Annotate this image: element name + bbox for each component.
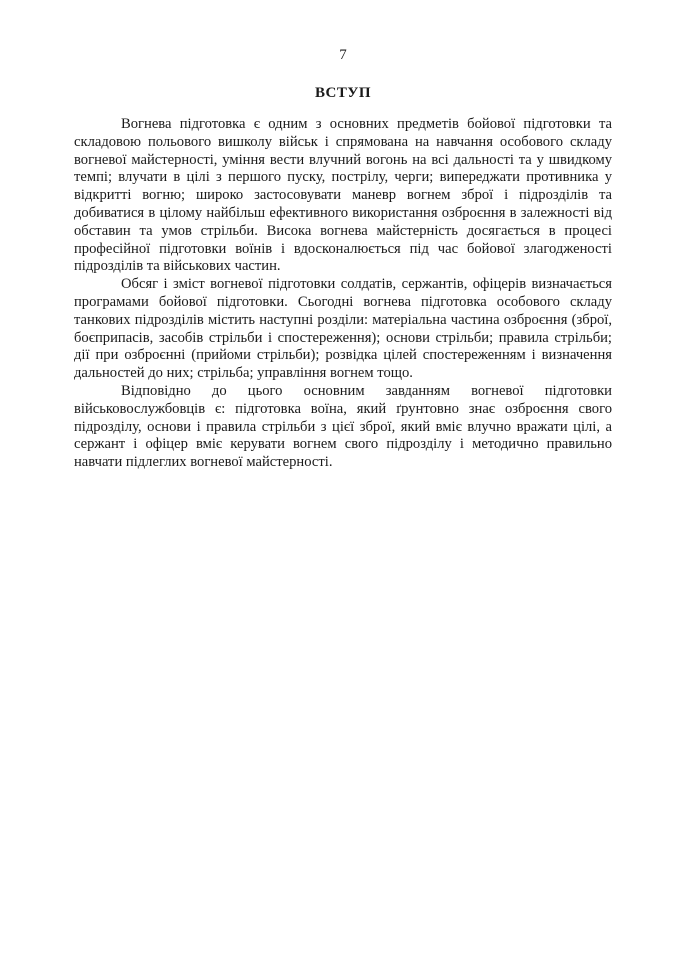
- section-heading: ВСТУП: [314, 85, 372, 101]
- paragraph: Відповідно до цього основним завданням вогневої підготовки військовослужбовців є: підготовка воїна, який ґрунтовно знає озброєння свого підрозділу, основи і правила стрільби з цієї зброї, який вміє влучно вражати цілі, а сержант і офіцер вміє керувати вогнем свого підрозділу і методично правильно навчати підлеглих вогневої майстерності.: [74, 382, 612, 471]
- paragraph: Обсяг і зміст вогневої підготовки солдатів, сержантів, офіцерів визначається програмами бойової підготовки. Сьогодні вогнева підготовка особового складу танкових підрозділів містить наступні розділи: матеріальна частина озброєння (зброї, боєприпасів, засобів стрільби і спостереження); основи стрільби; правила стрільби; дії при озброєнні (прийоми стрільби); розвідка цілей спостереженням і визначення дальностей до них; стрільба; управління вогнем тощо.: [74, 276, 612, 382]
- body-text: [74, 116, 612, 472]
- paragraph: Вогнева підготовка є одним з основних предметів бойової підготовки та складовою польового вишколу військ і спрямована на навчання особового складу вогневої майстерності, уміння вести влучний вогонь на всі дальності та у швидкому темпі; влучати в цілі з першого пуску, пострілу, черги; випереджати противника у відкритті вогню; широко застосовувати маневр вогнем зброї і підрозділів та добиватися в цілому найбільш ефективного використання озброєння в залежності від обставин та умов стрільби. Висока вогнева майстерність досягається в процесі професійної підготовки воїнів і вдосконалюється під час бойової злагодженості підрозділів та військових частин.: [74, 116, 612, 275]
- page-number: 7: [339, 47, 347, 63]
